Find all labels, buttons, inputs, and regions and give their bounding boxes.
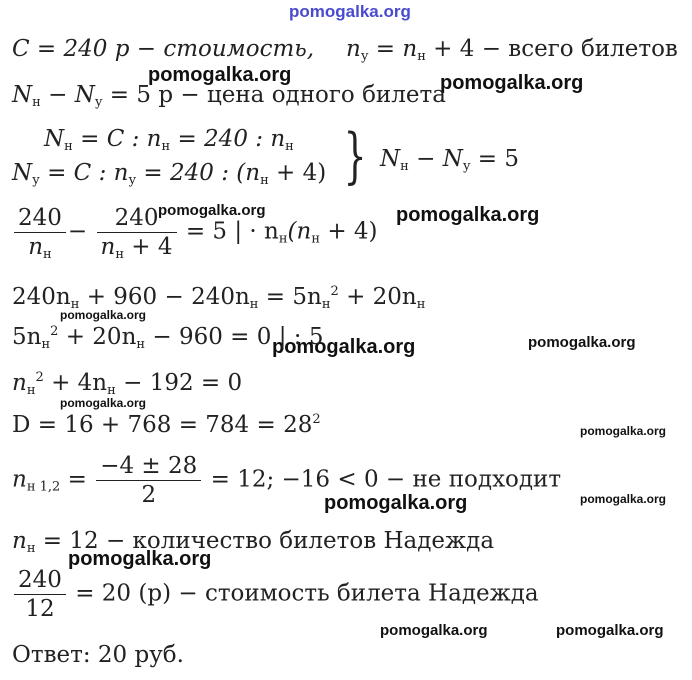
watermark: pomogalka.org bbox=[440, 72, 584, 94]
watermark: pomogalka.org bbox=[148, 64, 292, 86]
price-difference: $N_н - N_у = 5$ р − цена одного билета bbox=[12, 82, 446, 110]
answer: Ответ: 20 руб. bbox=[12, 642, 184, 668]
fraction: $\frac{240}{n_н + 4}$ bbox=[97, 204, 177, 261]
quadratic-equation: $5n_н^2 + 20n_н - 960 = 0$ | : 5 bbox=[12, 324, 324, 352]
fraction: $\frac{240}{12}$ bbox=[14, 566, 66, 623]
watermark: pomogalka.org bbox=[396, 204, 540, 226]
expanded-equation: $240n_н + 960 - 240n_н = 5n_н^2 + 20n_н$ bbox=[12, 284, 426, 312]
fraction: $\frac{-4 \pm 28}{2}$ bbox=[96, 452, 201, 509]
nadezhda-price-formula: $N_н = C$ : $n_н = 240$ : $n_н$ bbox=[44, 126, 294, 154]
watermark: pomogalka.org bbox=[324, 492, 468, 514]
watermark: pomogalka.org bbox=[60, 396, 147, 410]
total-tickets-definition: $n_у = n_н + 4$ − всего билетов bbox=[346, 36, 678, 64]
system-condition: $N_н - N_у = 5$ bbox=[380, 146, 520, 174]
watermark: pomogalka.org bbox=[556, 622, 664, 639]
fraction-equation: $\frac{240}{n_н}$ − $\frac{240}{n_н + 4}$ = 5 | · $n_н(n_н + 4)$ bbox=[12, 204, 378, 261]
watermark: pomogalka.org bbox=[528, 334, 636, 351]
ticket-count-result: $n_н = 12$ − количество билетов Надежда bbox=[12, 528, 495, 556]
fraction: $\frac{240}{n_н}$ bbox=[14, 204, 66, 261]
watermark: pomogalka.org bbox=[68, 548, 212, 570]
system-brace: } bbox=[343, 121, 367, 191]
watermark: pomogalka.org bbox=[272, 336, 416, 358]
watermark: pomogalka.org bbox=[158, 202, 266, 219]
watermark: pomogalka.org bbox=[60, 308, 147, 322]
roots: $n_{н 1,2}$ = $\frac{-4 \pm 28}{2}$ = 12; −16 < 0 − не подходит bbox=[12, 453, 562, 508]
watermark: pomogalka.org bbox=[380, 622, 488, 639]
other-price-formula: $N_у = C$ : $n_у = 240$ : $(n_н + 4)$ bbox=[12, 160, 327, 188]
watermark: pomogalka.org bbox=[580, 492, 667, 506]
reduced-quadratic: $n_н^2 + 4n_н - 192 = 0$ bbox=[12, 370, 243, 398]
watermark-top: pomogalka.org bbox=[289, 2, 411, 21]
discriminant: $D = 16 + 768 = 784 = 28^2$ bbox=[12, 412, 321, 438]
ticket-price-result: $\frac{240}{12}$ = 20 (р) − стоимость билета Надежда bbox=[12, 566, 539, 623]
cost-definition: C = 240 р − стоимость, bbox=[12, 36, 315, 62]
watermark: pomogalka.org bbox=[580, 424, 667, 438]
